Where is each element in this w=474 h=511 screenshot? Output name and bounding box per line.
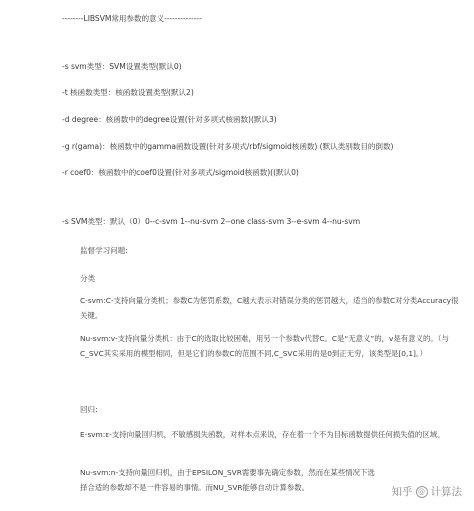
option-d: -d degree：核函数中的degree设置(针对多项式核函数)(默认3) <box>62 115 277 124</box>
option-g: -g r(gama)：核函数中的gamma函数设置(针对多项式/rbf/sigmoid核函数) (默认类别数目的倒数) <box>62 142 394 151</box>
option-s: -s svm类型：SVM设置类型(默认0) <box>62 62 182 71</box>
supervised-heading: 监督学习问题: <box>80 246 128 255</box>
nu-svm-paragraph: Nu-svm:v-支持向量分类机：由于C的选取比较困难，用另一个参数v代替C。C是“无意义”的，v是有意义的。（与C_SVC其实采用的模型相同，但是它们的参数C的范围不同,C_SVC采用的是0到正无穷，该类型是[0,1]。） <box>80 334 449 358</box>
c-svm-paragraph: C-svm:C-支持向量分类机；参数C为惩罚系数，C越大表示对错误分类的惩罚越大，适当的参数C对分类Accuracy很关键。 <box>80 296 459 320</box>
watermark <box>392 484 463 499</box>
option-r: -r coef0：核函数中的coef0设置(针对多项式/sigmoid核函数)((默认0) <box>62 168 299 177</box>
section-title: --------LIBSVM常用参数的意义-------------- <box>62 14 202 23</box>
nu-svr-paragraph: Nu-svm:n-支持向量回归机，由于EPSILON_SVR需要事先确定参数，然而在某些情况下选择合适的参数却不是一件容易的事情。而NU_SVR能够自动计算参数。 <box>80 468 375 492</box>
regression-heading: 回归: <box>80 405 98 414</box>
e-svm-paragraph: E-svm:ε-支持向量回归机，不敏感损失函数，对样本点来说，存在着一个不为目标函数提供任何损失值的区域。 <box>80 430 445 439</box>
option-t: -t 核函数类型：核函数设置类型(默认2) <box>62 88 194 97</box>
at-icon: @ <box>416 486 428 498</box>
watermark-platform: 知乎 <box>391 486 413 498</box>
classification-heading: 分类 <box>80 274 96 283</box>
watermark-author: 计算法 <box>430 486 462 498</box>
s-svm-line: -s SVM类型：默认（0）0--c-svm 1--nu-svm 2--one class-svm 3--e-svm 4--nu-svm <box>62 217 361 226</box>
